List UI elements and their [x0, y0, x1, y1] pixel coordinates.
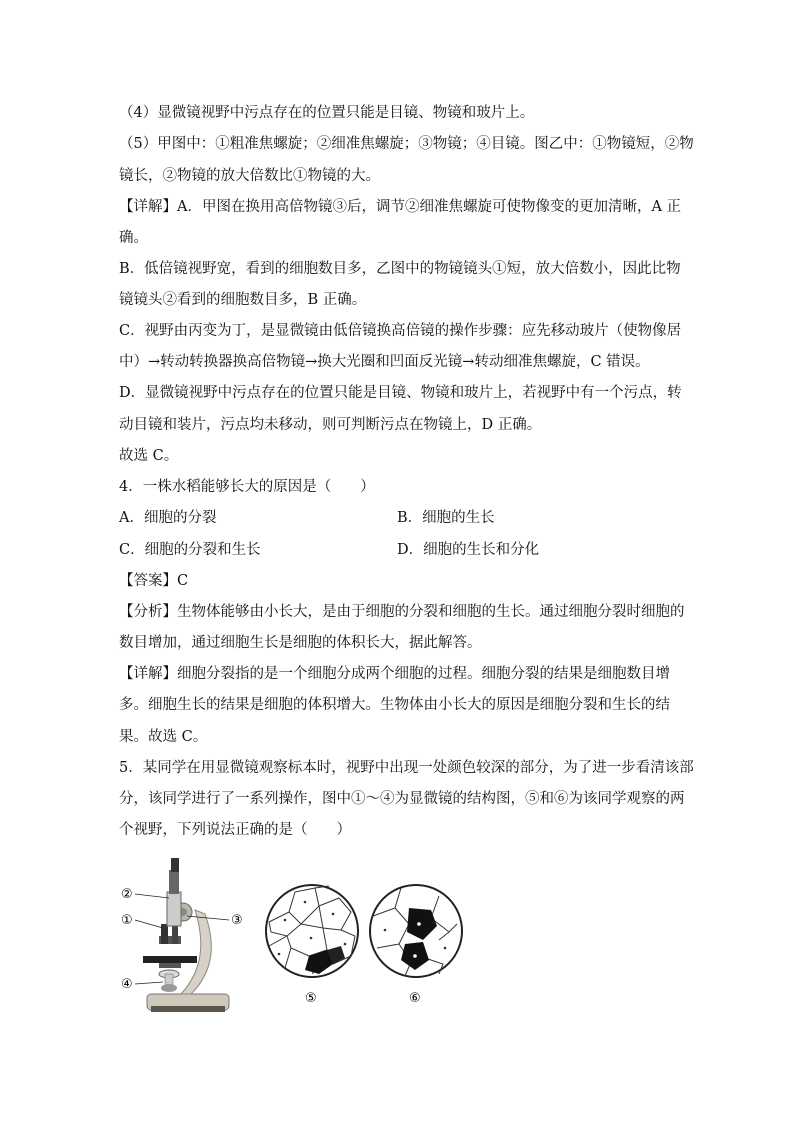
label-3: ③ — [231, 913, 243, 928]
text-line: 【分析】生物体能够由小长大，是由于细胞的分裂和细胞的生长。通过细胞分裂时细胞的 — [119, 604, 685, 620]
text-line: 分，该同学进行了一系列操作，图中①～④为显微镜的结构图，⑤和⑥为该同学观察的两 — [119, 791, 685, 807]
microscope-drawing — [143, 858, 229, 1012]
option-c: C．细胞的分裂和生长 — [119, 542, 261, 558]
text-line: 【详解】A．甲图在换用高倍物镜③后，调节②细准焦螺旋可使物像变的更加清晰，A 正 — [119, 199, 682, 215]
text-line: （5）甲图中：①粗准焦螺旋；②细准焦螺旋；③物镜；④目镜。图乙中：①物镜短，②物 — [119, 136, 694, 152]
text-line: （4）显微镜视野中污点存在的位置只能是目镜、物镜和玻片上。 — [119, 105, 535, 121]
text-line: 确。 — [119, 230, 148, 246]
field-of-view-5 — [266, 885, 358, 977]
text-line: 果。故选 C。 — [119, 729, 208, 745]
text-line: 多。细胞生长的结果是细胞的体积增大。生物体由小长大的原因是细胞分裂和生长的结 — [119, 697, 670, 713]
question-5-stem: 5．某同学在用显微镜观察标本时，视野中出现一处颜色较深的部分，为了进一步看清该部 — [119, 760, 694, 776]
field-of-view-6 — [370, 885, 462, 977]
option-d: D．细胞的生长和分化 — [397, 542, 540, 558]
text-line: 镜镜头②看到的细胞数目多，B 正确。 — [119, 292, 367, 308]
text-line: C．视野由丙变为丁，是显微镜由低倍镜换高倍镜的操作步骤：应先移动玻片（使物像居 — [119, 323, 682, 339]
text-line: 【详解】细胞分裂指的是一个细胞分成两个细胞的过程。细胞分裂的结果是细胞数目增 — [119, 666, 670, 682]
label-1: ① — [121, 913, 133, 928]
text-line: 动目镜和装片，污点均未移动，则可判断污点在物镜上，D 正确。 — [119, 417, 542, 433]
label-5: ⑤ — [305, 991, 317, 1006]
label-2: ② — [121, 887, 133, 902]
option-b: B．细胞的生长 — [397, 510, 495, 526]
text-line: 个视野，下列说法正确的是（ ） — [119, 822, 351, 838]
text-line: B．低倍镜视野宽，看到的细胞数目多，乙图中的物镜镜头①短，放大倍数小，因此比物 — [119, 261, 681, 277]
label-4: ④ — [121, 977, 133, 992]
text-line: D．显微镜视野中污点存在的位置只能是目镜、物镜和玻片上，若视野中有一个污点，转 — [119, 385, 682, 401]
text-line: 中）→转动转换器换高倍物镜→换大光圈和凹面反光镜→转动细准焦螺旋，C 错误。 — [119, 354, 650, 370]
microscope-figure — [119, 852, 479, 1022]
option-a: A．细胞的分裂 — [119, 510, 217, 526]
text-line: 故选 C。 — [119, 448, 179, 464]
label-6: ⑥ — [409, 991, 421, 1006]
answer-line: 【答案】C — [119, 573, 189, 589]
text-line: 数目增加，通过细胞生长是细胞的体积长大，据此解答。 — [119, 635, 482, 651]
question-4-stem: 4．一株水稻能够长大的原因是（ ） — [119, 479, 375, 495]
text-line: 镜长，②物镜的放大倍数比①物镜的大。 — [119, 168, 380, 184]
